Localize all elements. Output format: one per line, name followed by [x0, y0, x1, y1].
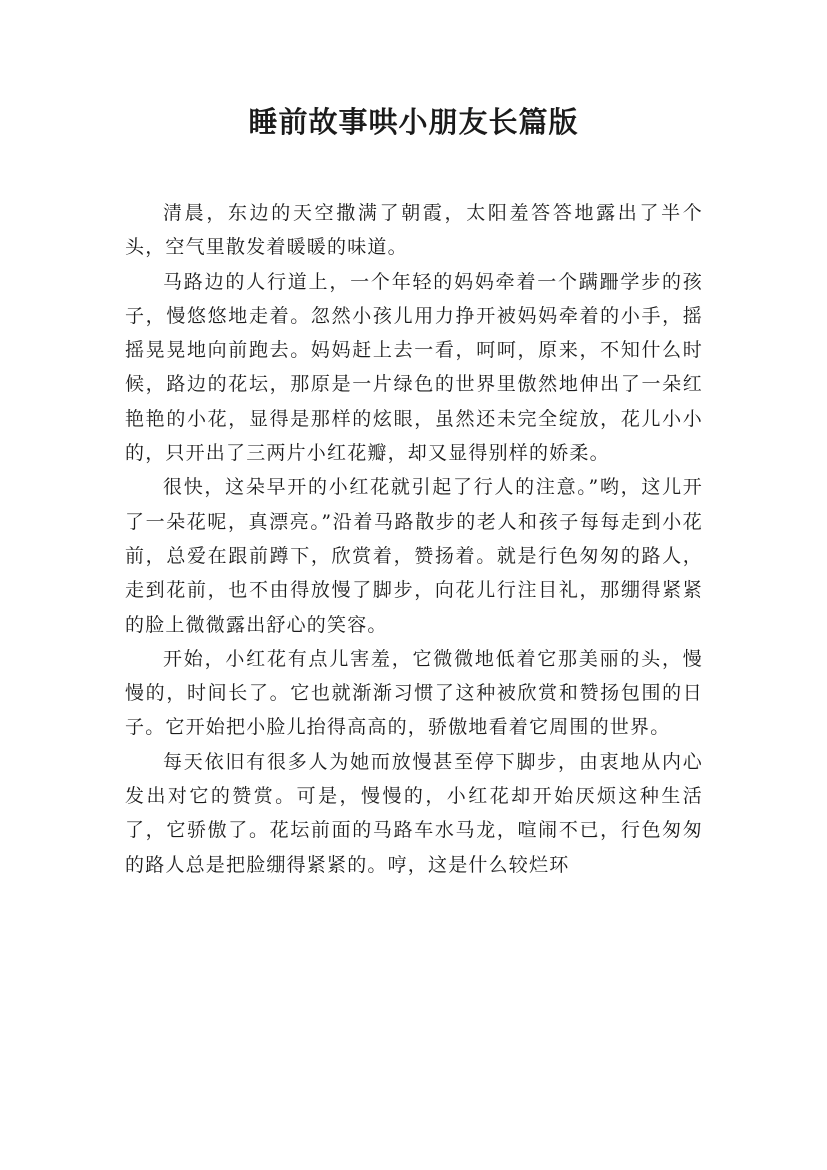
paragraph: 马路边的人行道上，一个年轻的妈妈牵着一个蹒跚学步的孩子，慢悠悠地走着。忽然小孩儿用力挣开被妈妈牵着的小手，摇摇晃晃地向前跑去。妈妈赶上去一看，呵呵，原来，不知什么时候，路边的花坛，那原是一片绿色的世界里傲然地伸出了一朵红艳艳的小花，显得是那样的炫眼，虽然还未完全绽放，花儿小小的，只开出了三两片小红花瓣，却又显得别样的娇柔。	[125, 270, 703, 465]
paragraph: 每天依旧有很多人为她而放慢甚至停下脚步，由衷地从内心发出对它的赞赏。可是，慢慢的，小红花却开始厌烦这种生活了，它骄傲了。花坛前面的马路车水马龙，喧闹不已，行色匆匆的路人总是把脸绷得紧紧的。哼，这是什么较烂环	[125, 750, 703, 876]
paragraph: 清晨，东边的天空撒满了朝霞，太阳羞答答地露出了半个头，空气里散发着暖暖的味道。	[125, 202, 703, 259]
paragraph: 很快，这朵早开的小红花就引起了行人的注意。”哟，这儿开了一朵花呢，真漂亮。”沿着马路散步的老人和孩子每每走到小花前，总爱在跟前蹲下，欣赏着，赞扬着。就是行色匆匆的路人，走到花前，也不由得放慢了脚步，向花儿行注目礼，那绷得紧紧的脸上微微露出舒心的笑容。	[125, 476, 703, 636]
document-title: 睡前故事哄小朋友长篇版	[248, 105, 579, 139]
paragraph: 开始，小红花有点儿害羞，它微微地低着它那美丽的头，慢慢的，时间长了。它也就渐渐习惯了这种被欣赏和赞扬包围的日子。它开始把小脸儿抬得高高的，骄傲地看着它周围的世界。	[125, 647, 703, 739]
document-body	[125, 196, 703, 882]
